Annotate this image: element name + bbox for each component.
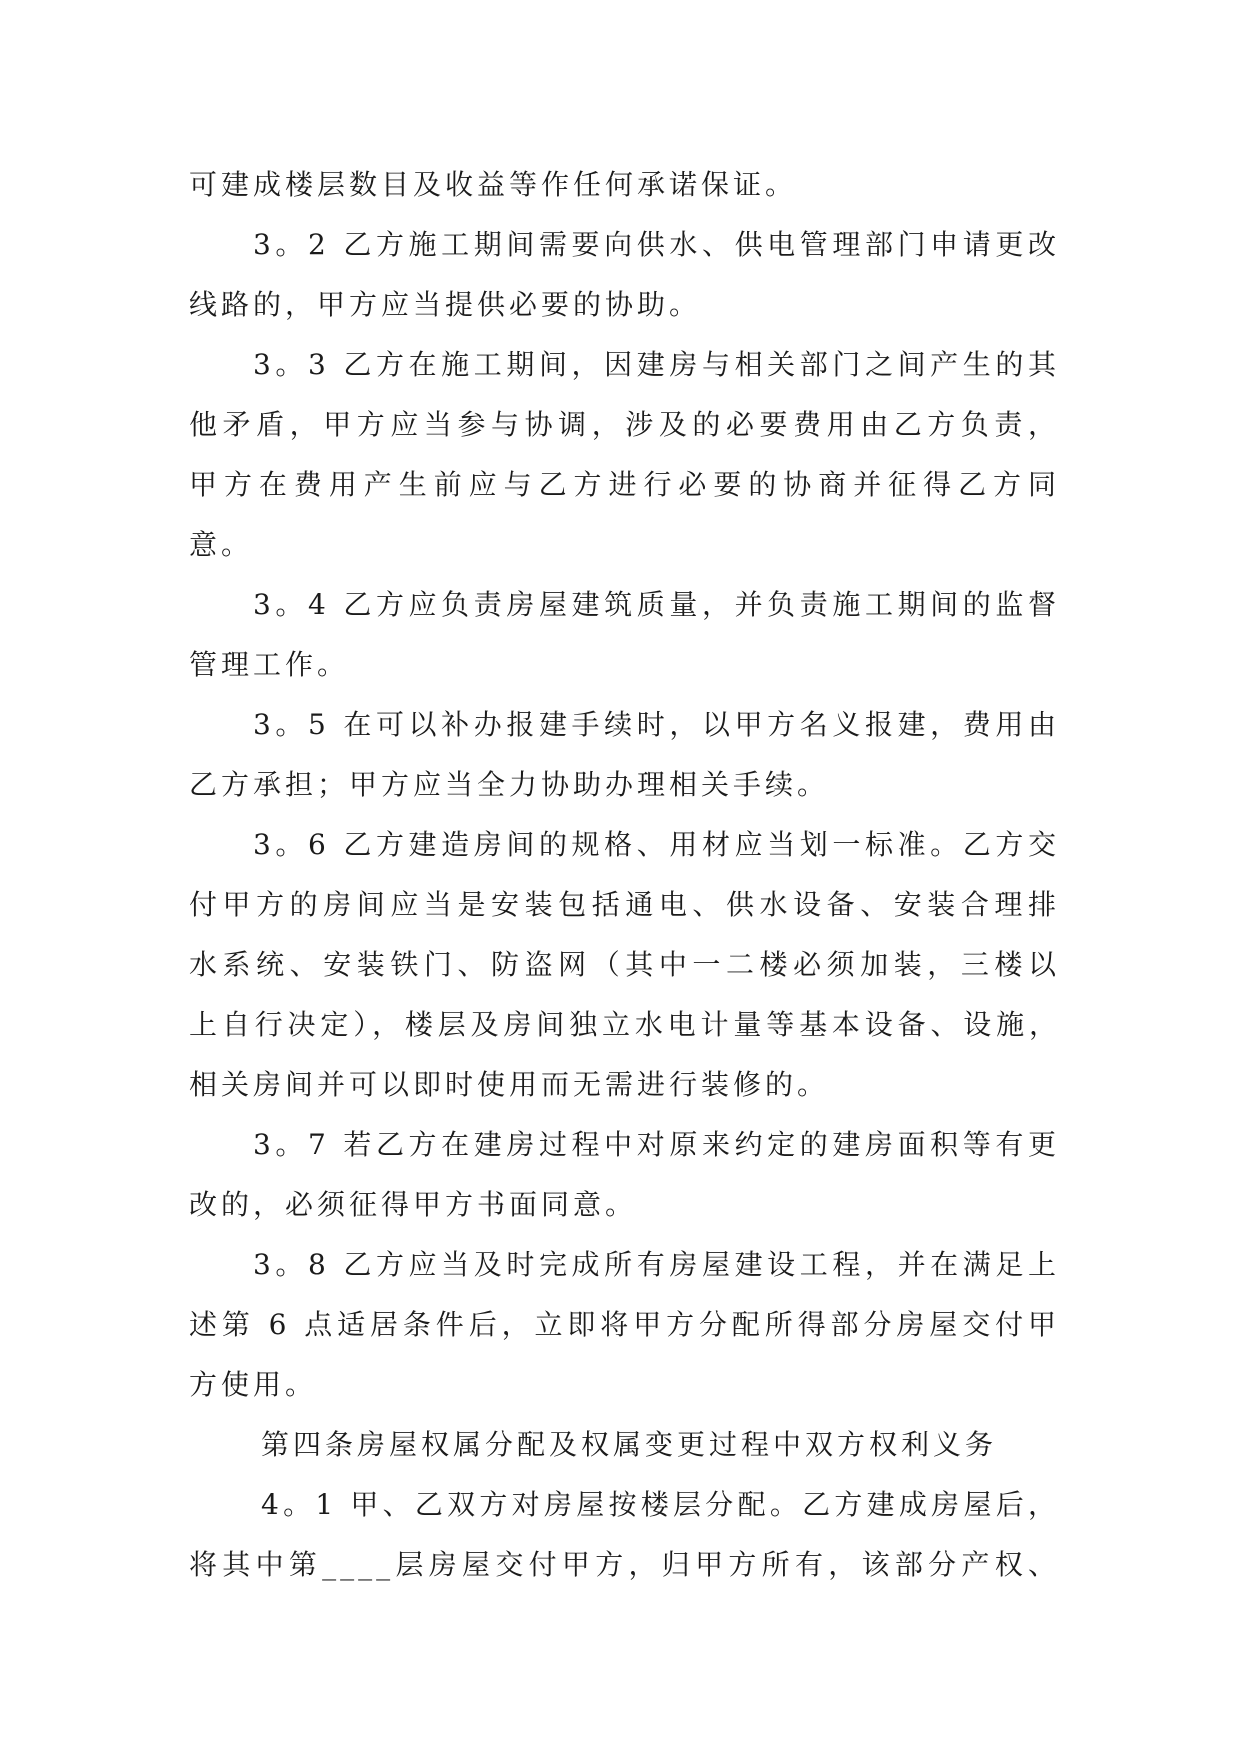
document-body xyxy=(189,155,1060,1595)
paragraph-clause-4-1 xyxy=(189,1475,1060,1595)
paragraph-clause-3-5 xyxy=(189,695,1060,815)
text-line: 3。5 在可以补办报建手续时，以甲方名义报建，费用由 xyxy=(253,708,1060,741)
text-line: 3。2 乙方施工期间需要向供水、供电管理部门申请更改 xyxy=(253,228,1060,261)
text-line: 意。 xyxy=(189,528,254,561)
paragraph-clause-3-7 xyxy=(189,1115,1060,1235)
text-line: 水系统、安装铁门、防盗网（其中一二楼必须加装，三楼以 xyxy=(189,948,1060,981)
text-line: 3。6 乙方建造房间的规格、用材应当划一标准。乙方交 xyxy=(253,828,1060,861)
paragraph-clause-3-4 xyxy=(189,575,1060,695)
text-line: 3。3 乙方在施工期间，因建房与相关部门之间产生的其 xyxy=(253,348,1060,381)
paragraph-clause-3-8 xyxy=(189,1235,1060,1415)
text-line: 乙方承担；甲方应当全力协助办理相关手续。 xyxy=(189,768,830,801)
text-line: 付甲方的房间应当是安装包括通电、供水设备、安装合理排 xyxy=(189,888,1060,921)
text-line: 他矛盾，甲方应当参与协调，涉及的必要费用由乙方负责， xyxy=(189,408,1060,441)
text-line: 线路的，甲方应当提供必要的协助。 xyxy=(189,288,702,321)
text-line: 3。4 乙方应负责房屋建筑质量，并负责施工期间的监督 xyxy=(253,588,1060,621)
text-line: 3。7 若乙方在建房过程中对原来约定的建房面积等有更 xyxy=(253,1128,1060,1161)
text-line: 3。8 乙方应当及时完成所有房屋建设工程，并在满足上 xyxy=(253,1248,1060,1281)
paragraph-clause-3-6 xyxy=(189,815,1060,1115)
paragraph-continued xyxy=(189,155,1060,215)
text-line: 可建成楼层数目及收益等作任何承诺保证。 xyxy=(189,168,798,201)
section-heading-article-4 xyxy=(189,1415,1060,1475)
text-line: 相关房间并可以即时使用而无需进行装修的。 xyxy=(189,1068,830,1101)
text-line: 甲方在费用产生前应与乙方进行必要的协商并征得乙方同 xyxy=(189,468,1060,501)
text-line: 4。1 甲、乙双方对房屋按楼层分配。乙方建成房屋后， xyxy=(261,1488,1060,1521)
text-line: 将其中第____层房屋交付甲方，归甲方所有，该部分产权、 xyxy=(189,1548,1060,1581)
text-line: 改的，必须征得甲方书面同意。 xyxy=(189,1188,638,1221)
paragraph-clause-3-2 xyxy=(189,215,1060,335)
text-line: 上自行决定），楼层及房间独立水电计量等基本设备、设施， xyxy=(189,1008,1060,1041)
text-line: 方使用。 xyxy=(189,1368,318,1401)
text-line: 述第 6 点适居条件后，立即将甲方分配所得部分房屋交付甲 xyxy=(189,1308,1060,1341)
paragraph-clause-3-3 xyxy=(189,335,1060,575)
text-line: 管理工作。 xyxy=(189,648,350,681)
section-heading: 第四条房屋权属分配及权属变更过程中双方权利义务 xyxy=(261,1428,998,1461)
